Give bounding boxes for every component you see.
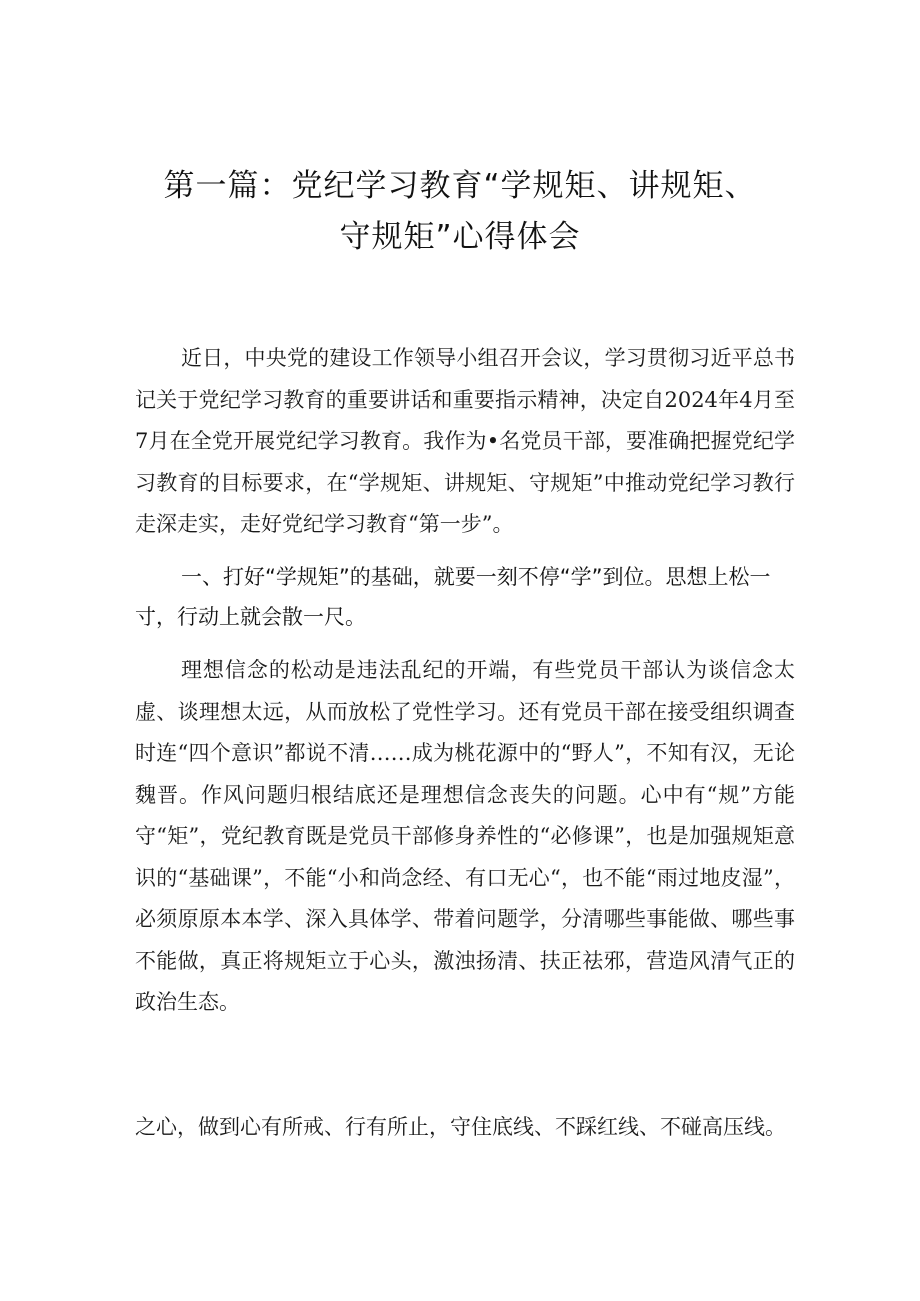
section-heading-1: 一、打好“学规矩”的基础，就要一刻不停“学”到位。思想上松一寸，行动上就会散一尺。	[135, 565, 771, 629]
intro-paragraph: 近日，中央党的建设工作领导小组召开会议，学习贯彻习近平总书记关于党纪学习教育的重要讲话和重要指示精神，决定自2024年4月至7月在全党开展党纪学习教育。我作为•名党员干部，要准确把握党纪学习教育的目标要求，在“学规矩、讲规矩、守规矩”中推动党纪学习教行走深走实，走好党纪学习教育“第一步”。	[135, 346, 795, 536]
body-paragraph: 理想信念的松动是违法乱纪的开端，有些党员干部认为谈信念太虚、谈理想太远，从而放松了党性学习。还有党员干部在接受组织调查时连“四个意识”都说不清……成为桃花源中的“野人”，不知有汉，无论魏晋。作风问题归根结底还是理想信念丧失的问题。心中有“规”方能守“矩”，党纪教育既是党员干部修身养性的“必修课”，也是加强规矩意识的“基础课”，不能“小和尚念经、有口无心“，也不能“雨过地皮湿”，必须原原本本学、深入具体学、带着问题学，分清哪些事能做、哪些事不能做，真正将规矩立于心头，激浊扬清、扶正祛邪，营造风清气正的政治生态。	[135, 658, 795, 1014]
body-paragraph-fragment: 之心，做到心有所戒、行有所止，守住底线、不踩红线、不碰高压线。	[135, 1115, 786, 1139]
document-title-line-2: 守规矩”心得体会	[339, 219, 581, 255]
document-title-line-1: 第一篇：党纪学习教育“学规矩、讲规矩、	[163, 168, 757, 204]
